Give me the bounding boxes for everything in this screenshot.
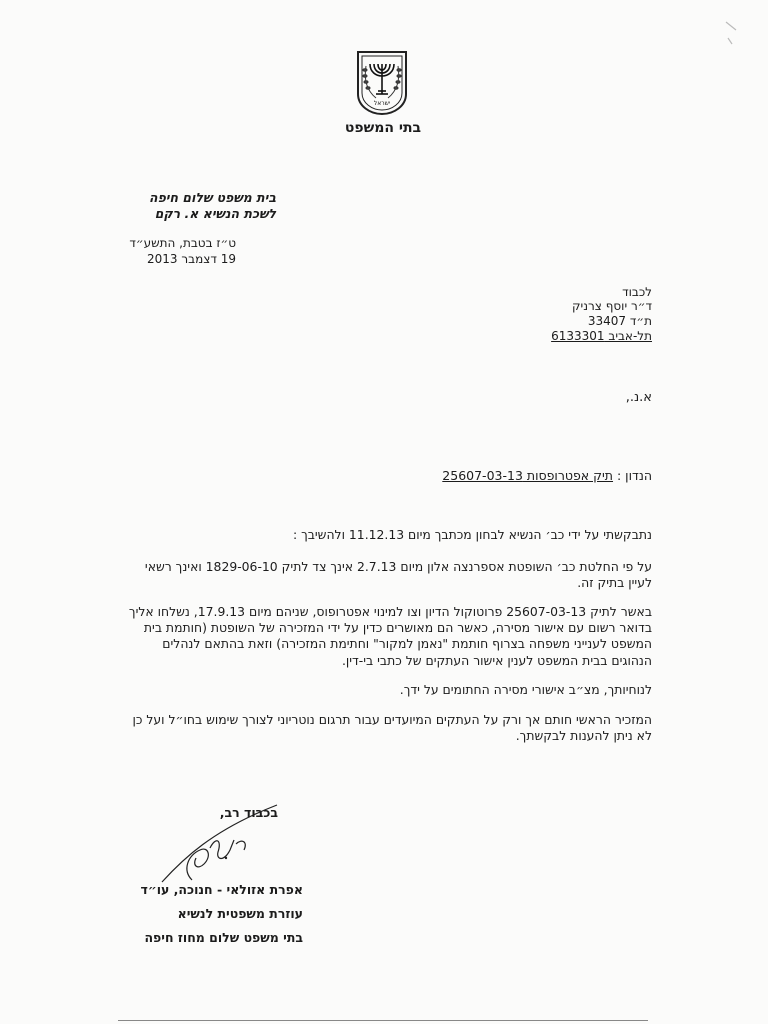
body-paragraph: נתבקשתי על ידי כב׳ הנשיא לבחון מכתבך מיום 11.12.13 ולהשיבך : [292, 527, 652, 542]
recipient-city: תל-אביב 6133301 [551, 329, 652, 343]
court-header: בתי המשפט [344, 120, 422, 136]
handwritten-signature-icon [152, 800, 292, 890]
emblem-lettering: ישראל [373, 100, 391, 107]
body-paragraph: באשר לתיק 25607-03-13 פרוטוקול הדיון וצו למינוי אפטרופוס, שניהם מיום 17.9.13, נשלחו אליך בדואר רשום עם אישור מסירה, כאשר הם מאושרים כדין על ידי המזכירה של השופטת (חותמת בית המשפט לענייני משפחה בצרוף חותמת "נאמן למקור" וחתימת המזכירה) וזאת בהתאם לנהלים הנהוגים בבית המשפט לענין אישור העתקים של כתבי בי-דין. [128, 604, 652, 668]
sender-court: בית משפט שלום חיפה [148, 190, 276, 205]
greeting: א.נ., [625, 390, 652, 405]
subject-text: תיק אפטרופסות 25607-03-13 [442, 468, 614, 483]
sender-office: לשכת הנשיא א. רקם [154, 206, 276, 221]
body-paragraph: לנוחיותך, מצ״ב אישורי מסירה החתומים על ידך. [399, 682, 652, 697]
closing-regards: בכבוד רב, [219, 805, 278, 820]
subject-label: הנדון : [617, 468, 652, 483]
signatory-court: בתי משפט שלום מחוז חיפה [144, 930, 303, 945]
recipient-name: ד״ר יוסף צרניק [572, 299, 652, 313]
state-emblem-icon [354, 50, 410, 116]
date-hebrew: ט״ז בטבת, התשע״ד [129, 236, 236, 250]
recipient-po-box: ת״ד 33407 [587, 314, 652, 328]
recipient-honorific: לכבוד [622, 285, 652, 299]
signatory-name: אפרת אזולאי - חנוכה, עו״ד [140, 882, 303, 897]
signatory-role: עוזרת משפטית לנשיא [177, 906, 303, 921]
scan-mark-icon [722, 20, 742, 50]
subject-line [442, 468, 652, 483]
date-gregorian: 19 דצמבר 2013 [147, 252, 236, 266]
footer-rule [118, 1020, 648, 1021]
body-paragraph: המזכיר הראשי חותם אך ורק על העתקים המיועדים עבור תרגום נוטריוני לצורך שימוש בחו״ל ועל כן לא ניתן להענות לבקשתך. [132, 712, 652, 744]
body-paragraph: על פי החלטת כב׳ השופטת אספרנצה אלון מיום 2.7.13 אינך צד לתיק 1829-06-10 ואינך רשאי לעיין בתיק זה. [144, 559, 652, 591]
